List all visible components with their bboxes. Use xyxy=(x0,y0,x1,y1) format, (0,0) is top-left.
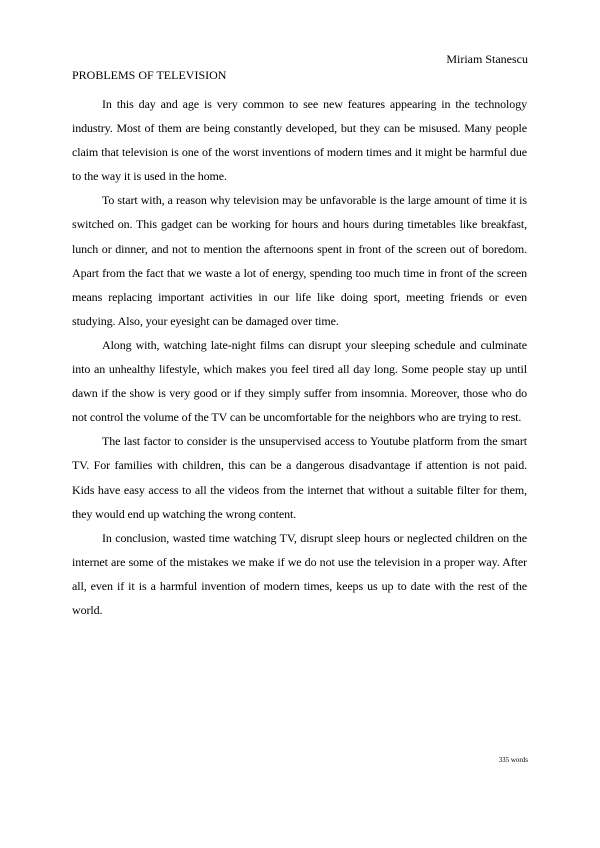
paragraph-youtube: The last factor to consider is the unsupervised access to Youtube platform from the smart TV. For families with children, this can be a dangerous disadvantage if attention is not paid. Kids have easy access to all the videos from the internet that without a suitable filter for them, they would end up watching the wrong content. xyxy=(72,434,527,521)
essay-title: PROBLEMS OF TELEVISION xyxy=(72,68,227,82)
author-name: Miriam Stanescu xyxy=(446,52,528,66)
paragraph-conclusion: In conclusion, wasted time watching TV, disrupt sleep hours or neglected children on the internet are some of the mistakes we make if we do not use the television in a proper way. After all, even if it is a harmful invention of modern times, keeps us up to date with the rest of the world. xyxy=(72,530,527,617)
paragraph-time: To start with, a reason why television may be unfavorable is the large amount of time it is switched on. This gadget can be working for hours and hours during timetables like breakfast, lunch or dinner, and not to mention the afternoons spent in front of the screen out of boredom. Apart from the fact that we waste a lot of energy, spending too much time in front of the screen means replacing important activities in our life like doing sport, meeting friends or even studying. Also, your eyesight can be damaged over time. xyxy=(72,193,527,328)
word-count: 335 words xyxy=(498,756,528,764)
paragraph-intro: In this day and age is very common to see new features appearing in the technology industry. Most of them are being constantly developed, but they can be misused. Many people claim that television is one of the worst inventions of modern times and it might be harmful due to the way it is used in the home. xyxy=(72,97,527,184)
paragraph-sleep: Along with, watching late-night films can disrupt your sleeping schedule and culminate into an unhealthy lifestyle, which makes you feel tired all day long. Some people stay up until dawn if the show is very good or if they simply suffer from insomnia. Moreover, those who do not control the volume of the TV can be uncomfortable for the neighbors who are trying to rest. xyxy=(72,337,527,425)
essay-body xyxy=(72,92,527,622)
